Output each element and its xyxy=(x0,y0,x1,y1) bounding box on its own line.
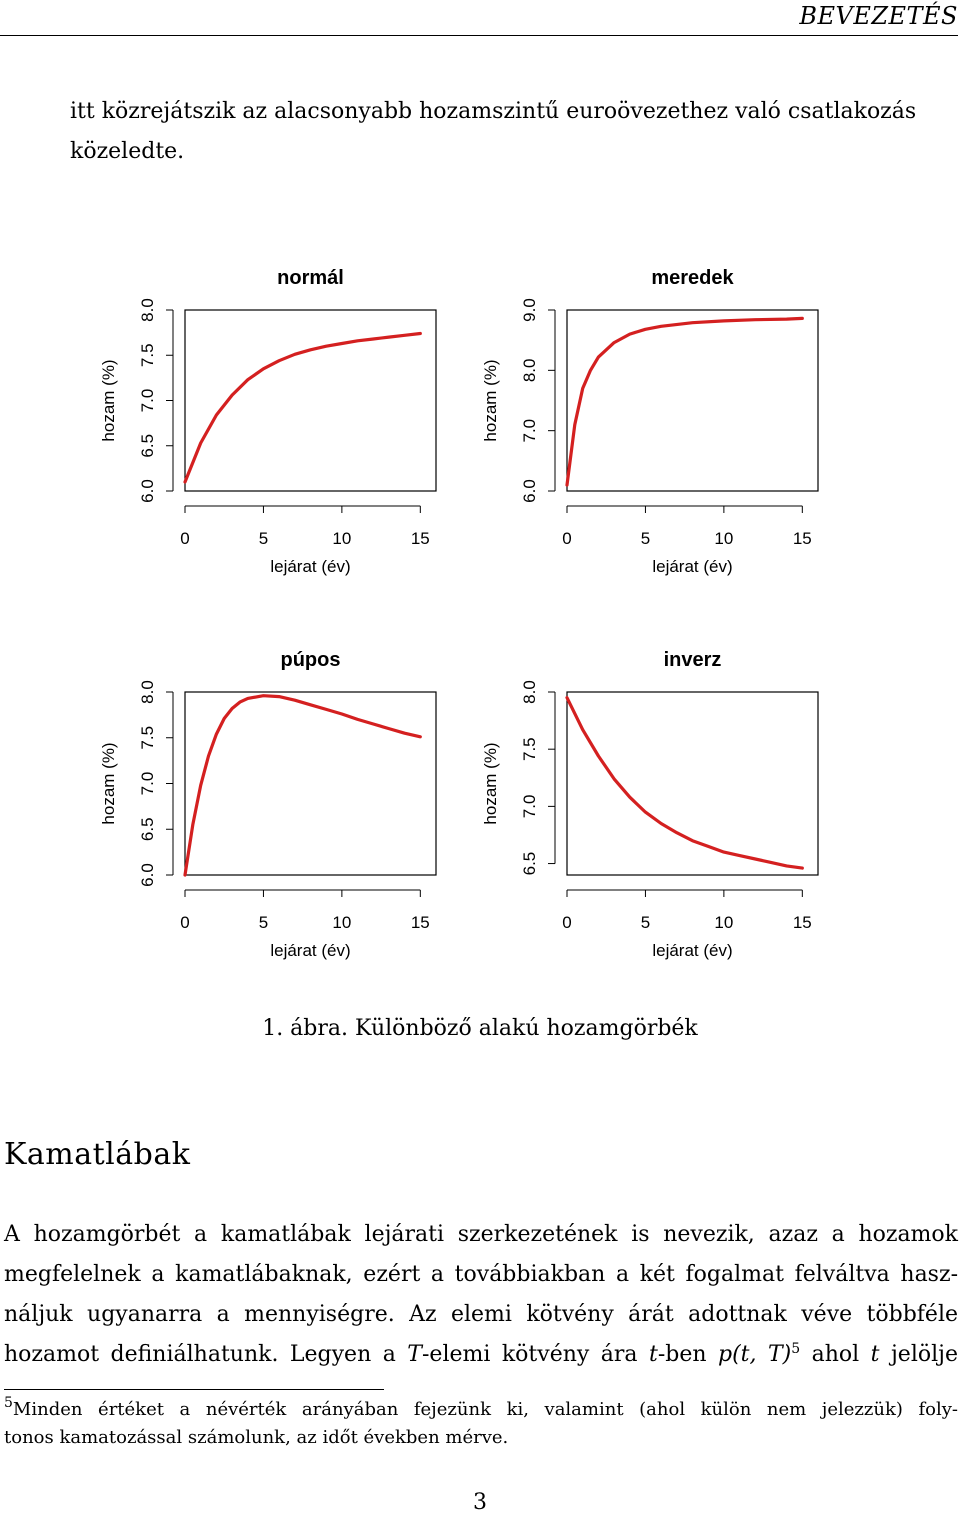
x-tick-label: 15 xyxy=(792,913,812,932)
footnote xyxy=(4,1396,958,1452)
body-paragraph xyxy=(4,1215,958,1375)
x-tick-label: 15 xyxy=(410,913,430,932)
yield-curve-charts xyxy=(0,230,960,990)
y-tick-label: 6.0 xyxy=(520,479,539,503)
footnote-line: tonos kamatozással számolunk, az időt években mérve. xyxy=(4,1427,509,1448)
section-heading: Kamatlábak xyxy=(4,1137,191,1172)
y-tick-label: 6.5 xyxy=(138,433,157,458)
math-symbol: t xyxy=(649,1342,658,1367)
body-line xyxy=(4,1335,958,1375)
footnote-rule xyxy=(4,1389,384,1390)
plot-frame xyxy=(567,692,818,875)
y-tick-label: 6.0 xyxy=(138,479,157,503)
chart-title: inverz xyxy=(663,649,722,671)
footnote-line xyxy=(4,1396,958,1424)
chart-title: meredek xyxy=(651,267,734,289)
footnote-marker: 5 xyxy=(4,1395,13,1411)
y-tick-label: 7.0 xyxy=(520,418,539,443)
y-tick-label: 7.5 xyxy=(138,343,157,368)
x-tick-label: 15 xyxy=(410,529,430,548)
y-tick-label: 8.0 xyxy=(520,680,539,704)
x-tick-label: 10 xyxy=(714,913,734,932)
x-tick-label: 10 xyxy=(714,529,734,548)
chart-panel xyxy=(99,267,436,576)
intro-line: itt közrejátszik az alacsonyabb hozamszintű euroövezethez való csatlakozás xyxy=(70,99,917,124)
x-tick-label: 10 xyxy=(332,913,352,932)
math-symbol: t xyxy=(870,1342,880,1367)
yield-curve-line xyxy=(185,334,420,483)
y-tick-label: 6.5 xyxy=(138,817,157,842)
chart-panel xyxy=(99,649,436,960)
x-axis-label: lejárat (év) xyxy=(270,941,351,960)
caption-label: 1. ábra. xyxy=(262,1016,349,1041)
y-tick-label: 7.0 xyxy=(520,794,539,819)
y-tick-label: 7.0 xyxy=(138,388,157,413)
running-head: BEVEZETÉS xyxy=(799,2,958,30)
body-line: megfelelnek a kamatlábaknak, ezért a továbbiakban a két fogalmat felváltva hasz- xyxy=(4,1262,958,1287)
body-line: A hozamgörbét a kamatlábak lejárati szerkezetének is nevezik, azaz a hozamok xyxy=(4,1222,958,1247)
x-tick-label: 10 xyxy=(332,529,352,548)
body-text-run: hozamot definiálhatunk. Legyen a xyxy=(4,1342,408,1367)
y-tick-label: 7.5 xyxy=(520,737,539,762)
y-tick-label: 6.5 xyxy=(520,851,539,876)
y-tick-label: 7.5 xyxy=(138,725,157,750)
x-tick-label: 5 xyxy=(258,913,269,932)
yield-curve-line xyxy=(567,318,802,485)
footnote-reference[interactable]: 5 xyxy=(791,1341,801,1357)
x-axis-label: lejárat (év) xyxy=(270,557,351,576)
chart-panel xyxy=(481,649,818,960)
x-tick-label: 5 xyxy=(640,529,651,548)
body-line: náljuk ugyanarra a mennyiségre. Az elemi kötvény árát adottnak véve többféle xyxy=(4,1302,958,1327)
y-axis-label: hozam (%) xyxy=(99,359,118,442)
x-axis-label: lejárat (év) xyxy=(652,557,733,576)
x-tick-label: 5 xyxy=(640,913,651,932)
page-number: 3 xyxy=(473,1490,487,1515)
math-symbol: T xyxy=(407,1342,422,1367)
y-axis-label: hozam (%) xyxy=(99,742,118,825)
y-tick-label: 6.0 xyxy=(138,863,157,887)
y-tick-label: 8.0 xyxy=(138,298,157,322)
body-text-run: jelölje xyxy=(879,1342,958,1367)
header-rule xyxy=(0,35,958,36)
x-tick-label: 0 xyxy=(180,529,190,548)
x-tick-label: 0 xyxy=(562,529,572,548)
figure-caption xyxy=(0,1016,960,1041)
y-axis-label: hozam (%) xyxy=(481,359,500,442)
yield-curve-figure xyxy=(0,230,960,990)
y-tick-label: 7.0 xyxy=(138,771,157,796)
body-text-run: -ben xyxy=(657,1342,719,1367)
intro-paragraph xyxy=(70,92,958,172)
x-axis-label: lejárat (év) xyxy=(652,941,733,960)
footnote-text: Minden értéket a névérték arányában fejezünk ki, valamint (ahol külön nem jelezzük) foly- xyxy=(12,1399,958,1420)
chart-title: púpos xyxy=(280,649,341,671)
y-axis-label: hozam (%) xyxy=(481,742,500,825)
chart-panel xyxy=(481,267,818,576)
x-tick-label: 0 xyxy=(562,913,572,932)
y-tick-label: 9.0 xyxy=(520,298,539,322)
x-tick-label: 15 xyxy=(792,529,812,548)
caption-text: Különböző alakú hozamgörbék xyxy=(355,1016,698,1041)
y-tick-label: 8.0 xyxy=(520,358,539,383)
math-expression: p(t, T) xyxy=(718,1342,792,1367)
plot-frame xyxy=(567,310,818,491)
body-text-run: ahol xyxy=(800,1342,871,1367)
chart-title: normál xyxy=(277,267,344,289)
x-tick-label: 0 xyxy=(180,913,190,932)
body-text-run: -elemi kötvény ára xyxy=(421,1342,649,1367)
intro-line: közeledte. xyxy=(70,139,185,164)
y-tick-label: 8.0 xyxy=(138,680,157,704)
yield-curve-line xyxy=(567,698,802,868)
x-tick-label: 5 xyxy=(258,529,269,548)
yield-curve-line xyxy=(185,696,420,875)
